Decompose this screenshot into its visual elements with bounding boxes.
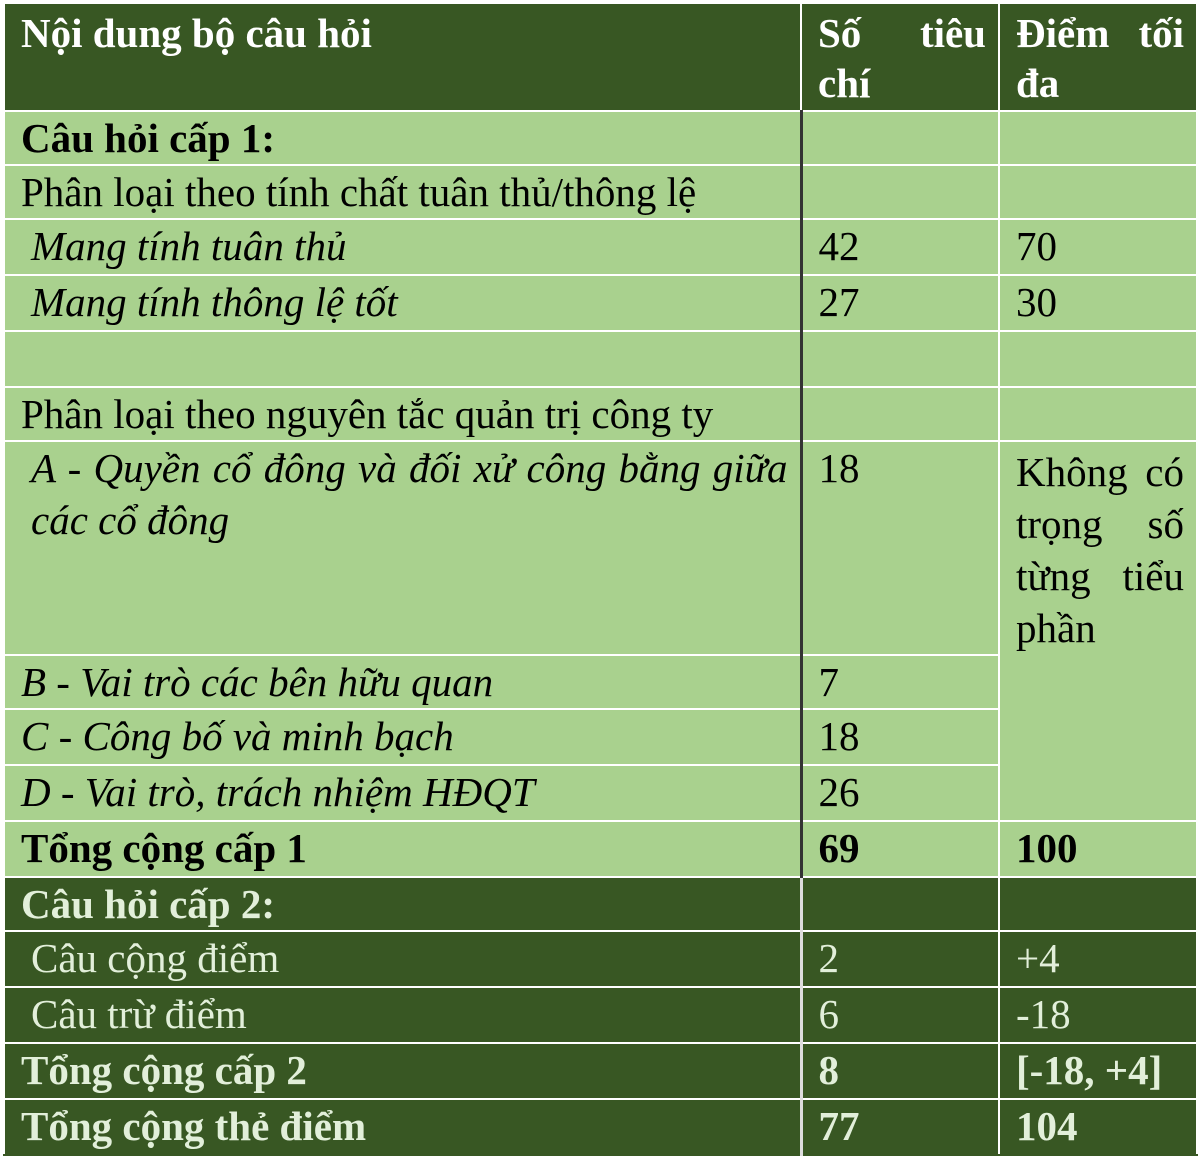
group-compliance-title-row xyxy=(4,165,1197,219)
row-label: D - Vai trò, trách nhiệm HĐQT xyxy=(4,765,801,821)
row-label: Mang tính tuân thủ xyxy=(4,219,801,275)
level2-title-row xyxy=(4,877,1197,931)
level2-total-points: [-18, +4] xyxy=(999,1043,1197,1099)
row-count: 26 xyxy=(801,765,999,821)
row-label: Câu trừ điểm xyxy=(4,987,801,1043)
row-count: 27 xyxy=(801,275,999,331)
header-content: Nội dung bộ câu hỏi xyxy=(4,3,801,111)
table-row xyxy=(4,987,1197,1043)
level1-title: Câu hỏi cấp 1: xyxy=(4,111,801,165)
level1-total-count: 69 xyxy=(801,821,999,877)
row-points: 30 xyxy=(999,275,1197,331)
level2-total-count: 8 xyxy=(801,1043,999,1099)
table-row xyxy=(4,219,1197,275)
table-row xyxy=(4,441,1197,655)
row-points: 70 xyxy=(999,219,1197,275)
row-label: Mang tính thông lệ tốt xyxy=(4,275,801,331)
level2-total-row xyxy=(4,1043,1197,1099)
row-count: 18 xyxy=(801,441,999,655)
level1-total-points: 100 xyxy=(999,821,1197,877)
group-principles-title: Phân loại theo nguyên tắc quản trị công ty xyxy=(4,387,801,441)
table-row xyxy=(4,275,1197,331)
group-principles-title-row xyxy=(4,387,1197,441)
table-row xyxy=(4,931,1197,987)
no-weight-note: Không có trọng số từng tiểu phần xyxy=(999,441,1197,821)
header-criteria-count: Số tiêu chí xyxy=(801,3,999,111)
empty-cell xyxy=(999,111,1197,165)
empty-cell xyxy=(999,877,1197,931)
level2-title: Câu hỏi cấp 2: xyxy=(4,877,801,931)
grand-total-count: 77 xyxy=(801,1099,999,1155)
row-count: 2 xyxy=(801,931,999,987)
level1-title-row xyxy=(4,111,1197,165)
row-points: +4 xyxy=(999,931,1197,987)
empty-cell xyxy=(801,877,999,931)
spacer-row xyxy=(4,331,1197,387)
grand-total-row xyxy=(4,1099,1197,1155)
level2-total-label: Tổng cộng cấp 2 xyxy=(4,1043,801,1099)
row-label: B - Vai trò các bên hữu quan xyxy=(4,655,801,709)
empty-cell xyxy=(999,387,1197,441)
empty-cell xyxy=(999,331,1197,387)
empty-cell xyxy=(4,331,801,387)
header-max-points: Điểm tối đa xyxy=(999,3,1197,111)
scorecard-table xyxy=(3,2,1198,1156)
grand-total-points: 104 xyxy=(999,1099,1197,1155)
level1-total-row xyxy=(4,821,1197,877)
level1-total-label: Tổng cộng cấp 1 xyxy=(4,821,801,877)
grand-total-label: Tổng cộng thẻ điểm xyxy=(4,1099,801,1155)
empty-cell xyxy=(999,165,1197,219)
empty-cell xyxy=(801,165,999,219)
row-label: A - Quyền cổ đông và đối xử công bằng giữa các cổ đông xyxy=(4,441,801,655)
row-label: C - Công bố và minh bạch xyxy=(4,709,801,765)
row-count: 6 xyxy=(801,987,999,1043)
header-row xyxy=(4,3,1197,111)
empty-cell xyxy=(801,387,999,441)
row-label: Câu cộng điểm xyxy=(4,931,801,987)
group-compliance-title: Phân loại theo tính chất tuân thủ/thông lệ xyxy=(4,165,801,219)
empty-cell xyxy=(801,111,999,165)
row-count: 42 xyxy=(801,219,999,275)
row-count: 7 xyxy=(801,655,999,709)
empty-cell xyxy=(801,331,999,387)
row-points: -18 xyxy=(999,987,1197,1043)
row-count: 18 xyxy=(801,709,999,765)
